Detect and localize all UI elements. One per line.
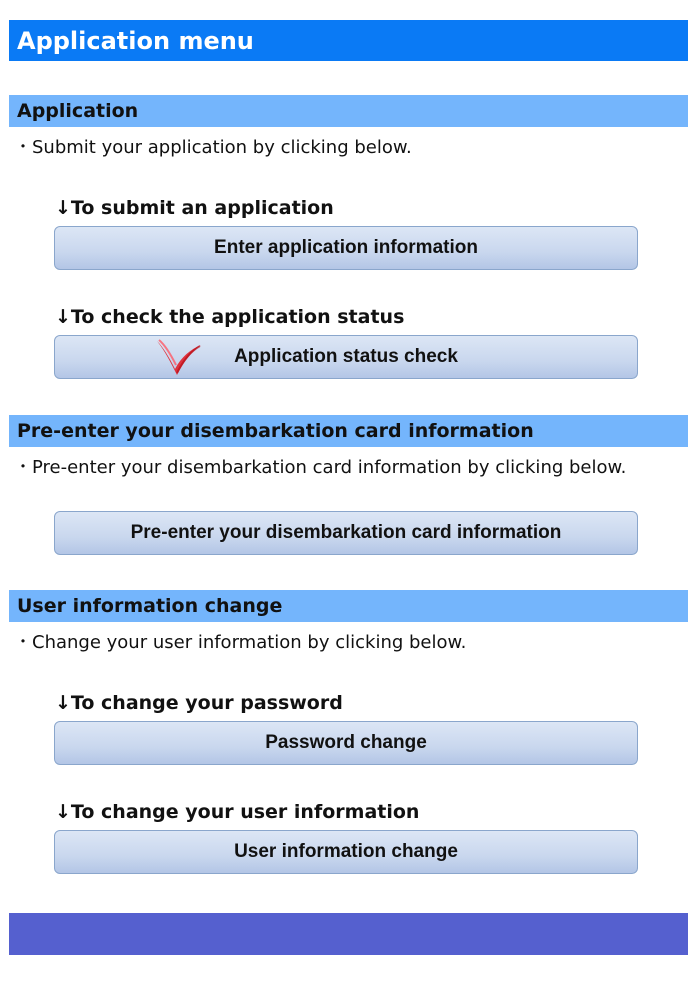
check-status-prompt: ↓To check the application status bbox=[55, 306, 405, 328]
section-title-application: Application bbox=[17, 100, 139, 122]
page-header bbox=[9, 20, 688, 61]
section-description-disembarkation: ・Pre-enter your disembarkation card information by clicking below. bbox=[14, 457, 627, 478]
page-footer bbox=[9, 913, 688, 955]
pre-enter-disembarkation-label: Pre-enter your disembarkation card information bbox=[130, 522, 562, 543]
section-header-application bbox=[9, 95, 688, 127]
enter-application-information-label: Enter application information bbox=[214, 237, 478, 258]
section-header-user-info bbox=[9, 590, 688, 622]
check-mark-icon bbox=[155, 335, 203, 377]
section-title-disembarkation: Pre-enter your disembarkation card information bbox=[17, 420, 534, 442]
password-change-button[interactable] bbox=[54, 721, 638, 765]
change-user-info-prompt: ↓To change your user information bbox=[55, 801, 420, 823]
submit-application-prompt: ↓To submit an application bbox=[55, 197, 334, 219]
page-title: Application menu bbox=[17, 26, 254, 55]
user-information-change-button[interactable] bbox=[54, 830, 638, 874]
user-information-change-label: User information change bbox=[234, 841, 458, 862]
section-header-disembarkation bbox=[9, 415, 688, 447]
pre-enter-disembarkation-button[interactable] bbox=[54, 511, 638, 555]
section-description-application: ・Submit your application by clicking below. bbox=[14, 137, 412, 158]
password-change-label: Password change bbox=[265, 732, 427, 753]
enter-application-information-button[interactable] bbox=[54, 226, 638, 270]
section-description-user-info: ・Change your user information by clicking below. bbox=[14, 632, 467, 653]
application-status-check-label: Application status check bbox=[234, 346, 458, 367]
section-title-user-info: User information change bbox=[17, 595, 283, 617]
change-password-prompt: ↓To change your password bbox=[55, 692, 343, 714]
application-status-check-button[interactable] bbox=[54, 335, 638, 379]
